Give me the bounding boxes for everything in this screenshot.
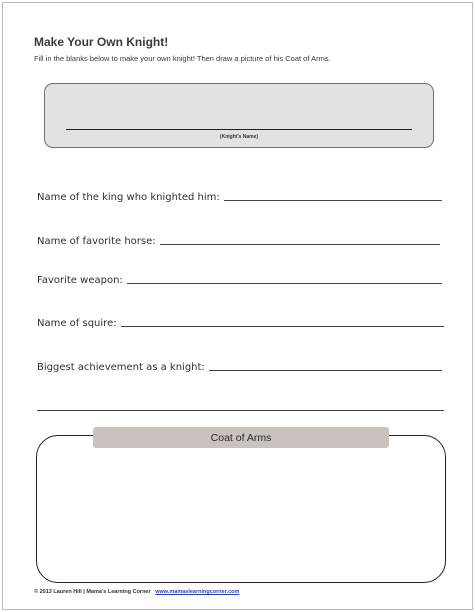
field-squire: [37, 315, 444, 329]
field-label: Biggest achievement as a knight:: [37, 362, 205, 373]
field-label: Name of squire:: [37, 318, 117, 329]
field-label: Favorite weapon:: [37, 275, 123, 286]
coat-of-arms-banner: [93, 427, 389, 448]
page-title: Make Your Own Knight!: [34, 35, 169, 49]
knight-name-caption: (Knight's Name): [219, 134, 259, 140]
field-label: Name of favorite horse:: [37, 236, 156, 247]
footer-credit: © 2013 Lauren Hill | Mama's Learning Corner: [34, 589, 151, 595]
coat-of-arms-drawing-area[interactable]: [36, 435, 446, 583]
footer: [34, 589, 239, 595]
field-horse: [37, 233, 440, 247]
achievement-extra-line[interactable]: [37, 410, 444, 411]
field-blank-horse[interactable]: [160, 244, 440, 245]
knight-name-blank[interactable]: [66, 129, 412, 130]
field-weapon: [37, 272, 442, 286]
coat-of-arms-title: Coat of Arms: [210, 431, 272, 444]
field-blank-squire[interactable]: [121, 326, 444, 327]
field-king: [37, 189, 442, 203]
field-label: Name of the king who knighted him:: [37, 192, 220, 203]
instructions: Fill in the blanks below to make your own knight! Then draw a picture of his Coat of Arms.: [34, 54, 331, 63]
field-blank-king[interactable]: [224, 200, 442, 201]
field-blank-achievement[interactable]: [209, 370, 442, 371]
worksheet-page: [2, 2, 473, 610]
field-blank-weapon[interactable]: [127, 283, 442, 284]
footer-link[interactable]: www.mamaslearningcorner.com: [155, 589, 240, 595]
knight-name-box: [44, 83, 434, 148]
field-achievement: [37, 359, 442, 373]
